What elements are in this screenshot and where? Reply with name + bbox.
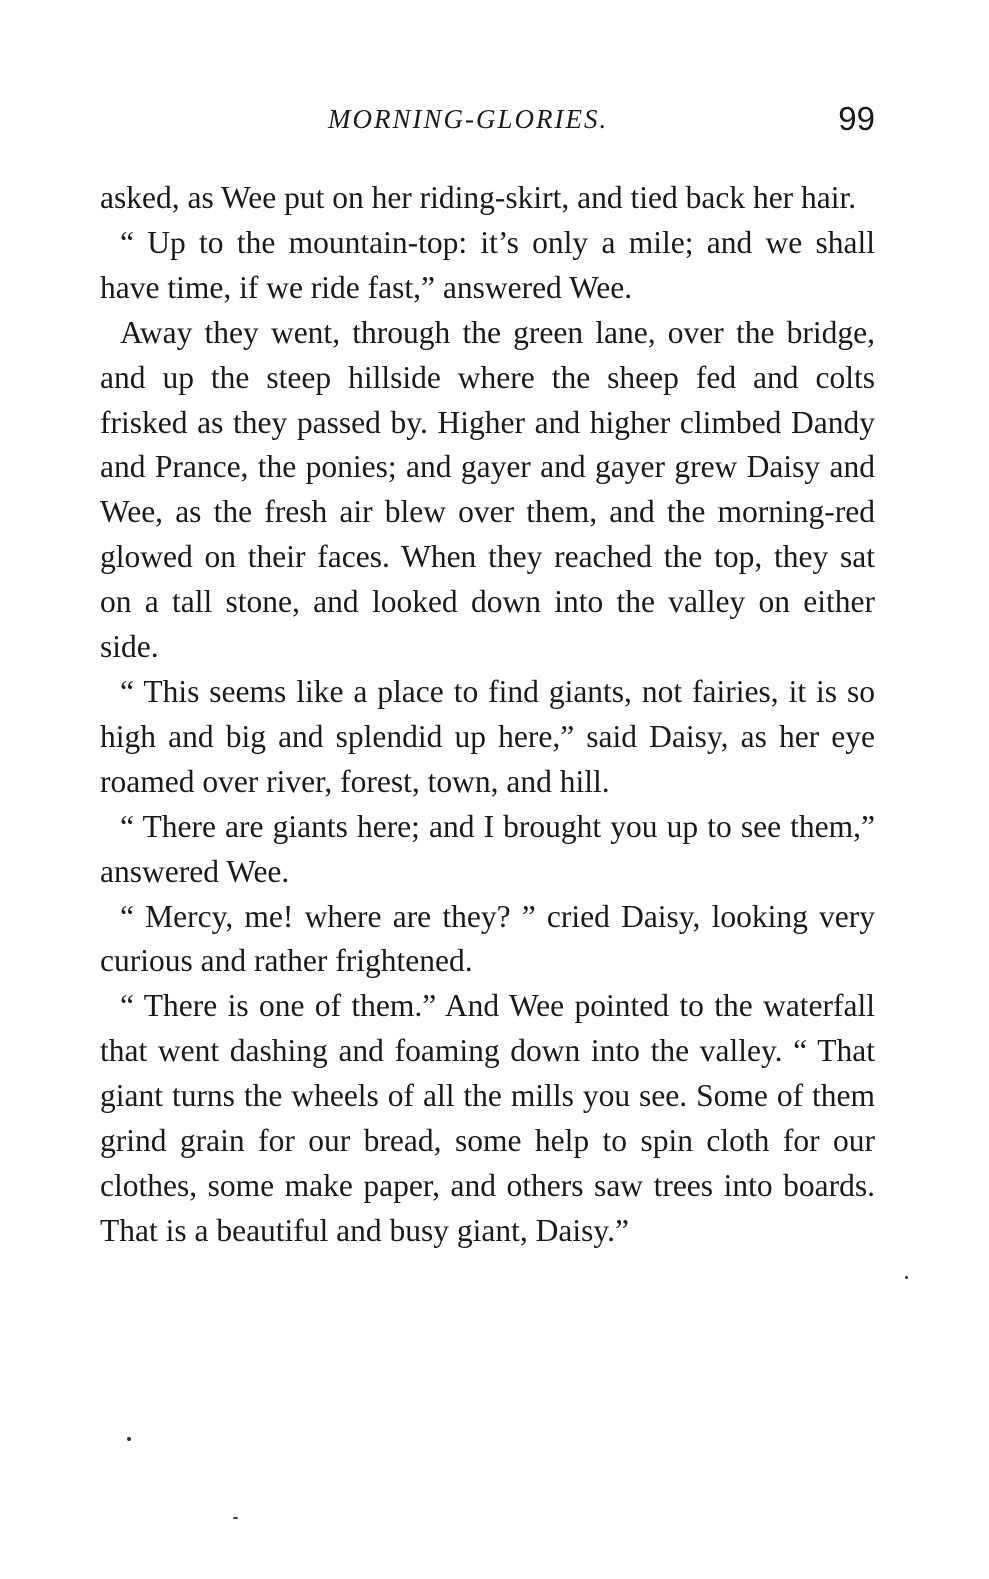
running-title: MORNING-GLORIES. [328, 104, 609, 134]
scan-speck [233, 1517, 238, 1519]
scan-speck [905, 1276, 908, 1279]
scan-speck [127, 1437, 131, 1441]
paragraph: “ There is one of them.” And Wee pointed to the waterfall that went dashing and foaming down into the valley. “ That giant turns the wheels of all the mills you see. Some of them grind grain for our bread, some help to spin cloth for our clothes, some make paper, and others saw trees into boards. That is a beautiful and busy giant, Daisy.” [100, 988, 875, 1248]
paragraph-continuation: asked, as Wee put on her riding-skirt, and tied back her hair. [100, 180, 857, 215]
page-header [100, 102, 875, 152]
paragraph: “ Mercy, me! where are they? ” cried Daisy, looking very curious and rather frightened. [100, 898, 875, 979]
paragraph: “ Up to the mountain-top: it’s only a mile; and we shall have time, if we ride fast,” answered Wee. [100, 224, 875, 305]
body-text [100, 176, 875, 1254]
paragraph: “ There are giants here; and I brought you up to see them,” answered Wee. [100, 808, 875, 889]
paragraph: Away they went, through the green lane, over the bridge, and up the steep hillside where the sheep fed and colts frisked as they passed by. Higher and higher climbed Dandy and Prance, the ponies; and gayer and gayer grew Daisy and Wee, as the fresh air blew over them, and the morning-red glowed on their faces. When they reached the top, they sat on a tall stone, and looked down into the valley on either side. [100, 314, 875, 665]
page-number: 99 [838, 100, 875, 137]
paragraph: “ This seems like a place to find giants, not fairies, it is so high and big and splendid up here,” said Daisy, as her eye roamed over river, forest, town, and hill. [100, 673, 875, 799]
